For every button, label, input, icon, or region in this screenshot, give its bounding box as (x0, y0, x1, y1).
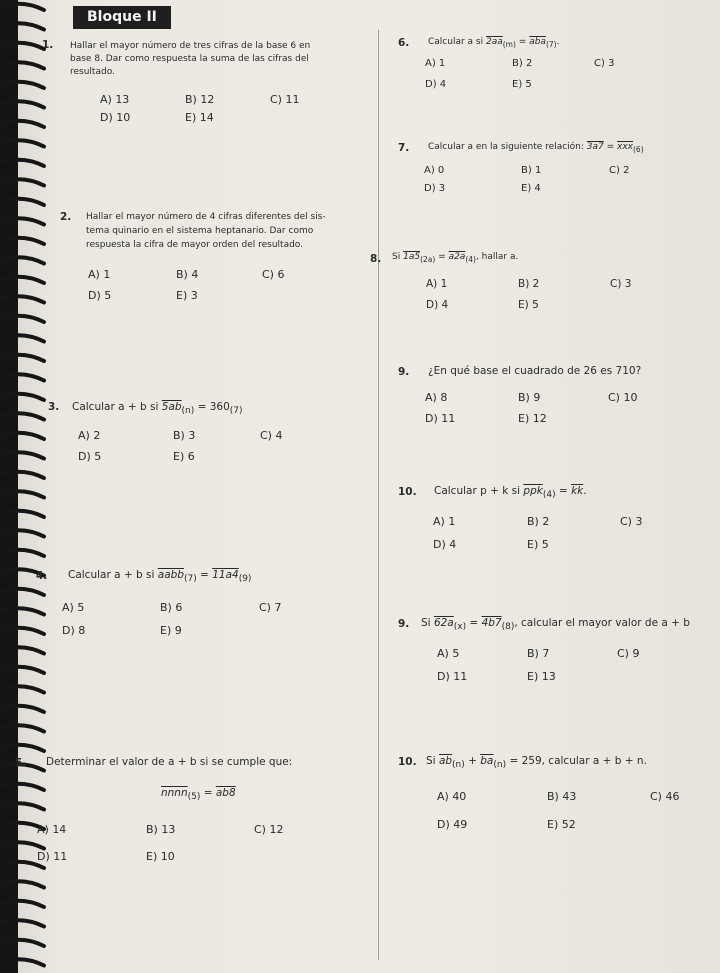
option-e[interactable]: E) 4 (521, 183, 541, 194)
question-number: 10. (398, 486, 417, 498)
question-formula (426, 755, 647, 770)
option-c[interactable]: C) 46 (650, 790, 680, 803)
option-a[interactable]: A) 5 (62, 601, 85, 614)
question-number: 2. (60, 211, 72, 223)
option-b[interactable]: B) 4 (176, 268, 199, 281)
option-c[interactable]: C) 11 (270, 93, 300, 106)
option-d[interactable]: D) 4 (433, 538, 457, 551)
equals: = 360 (194, 401, 230, 413)
option-e[interactable]: E) 6 (173, 450, 195, 463)
numeral: $\overline{ba}$ (480, 755, 494, 767)
option-a[interactable]: A) 1 (88, 268, 111, 281)
option-d[interactable]: D) 49 (437, 818, 468, 831)
option-e[interactable]: E) 5 (518, 299, 539, 311)
question-text: Si (426, 755, 436, 767)
numeral: 3a7 (586, 142, 604, 152)
option-d[interactable]: D) 11 (437, 670, 468, 683)
base-subscript: (n) (493, 760, 507, 771)
question-text: Calcular p + k si (434, 485, 521, 497)
base-subscript: (5) (187, 792, 201, 803)
numeral: $\overline{xxx}$ (617, 142, 633, 152)
option-d[interactable]: D) 8 (62, 624, 86, 637)
base-subscript: (8) (501, 622, 515, 633)
question-formula (428, 37, 559, 49)
numeral: aabb (157, 569, 184, 581)
option-c[interactable]: C) 3 (610, 278, 632, 290)
numeral: 5ab (161, 401, 182, 413)
option-c[interactable]: C) 10 (608, 391, 638, 404)
option-b[interactable]: B) 6 (160, 601, 183, 614)
option-d[interactable]: D) 4 (425, 79, 447, 90)
question-number: 8. (370, 253, 382, 265)
option-a[interactable]: A) 14 (37, 823, 67, 836)
base-subscript: (2a) (420, 254, 436, 264)
numeral: 4b7 (481, 617, 502, 629)
question-tail: , hallar a. (475, 252, 519, 262)
option-e[interactable]: E) 14 (185, 111, 214, 124)
option-c[interactable]: C) 3 (620, 515, 643, 528)
question-text: base 8. Dar como respuesta la suma de las cifras del (70, 54, 309, 64)
equals: = (555, 485, 572, 497)
option-c[interactable]: C) 7 (259, 601, 282, 614)
option-c[interactable]: C) 3 (594, 58, 615, 69)
option-b[interactable]: B) 12 (185, 93, 215, 106)
base-subscript: (x) (453, 622, 467, 633)
option-b[interactable]: B) 43 (547, 790, 577, 803)
option-e[interactable]: E) 3 (176, 289, 198, 302)
question-tail: . (556, 37, 560, 47)
question-text: Hallar el mayor número de tres cifras de la base 6 en (70, 41, 311, 51)
option-c[interactable]: C) 4 (260, 429, 283, 442)
numeral: nnnn (161, 787, 188, 799)
section-header: Bloque II (73, 6, 171, 29)
question-text: resultado. (70, 67, 115, 77)
equals: = (466, 617, 482, 629)
base-subscript: (6) (633, 144, 644, 154)
option-d[interactable]: D) 11 (425, 412, 456, 425)
option-c[interactable]: C) 9 (617, 647, 640, 660)
option-a[interactable]: A) 2 (78, 429, 101, 442)
option-a[interactable]: A) 8 (425, 391, 448, 404)
question-formula (68, 569, 251, 584)
option-b[interactable]: B) 9 (518, 391, 541, 404)
column-divider (378, 30, 379, 960)
option-b[interactable]: B) 13 (146, 823, 176, 836)
option-a[interactable]: A) 5 (437, 647, 460, 660)
base-subscript: (4) (465, 254, 476, 264)
option-e[interactable]: E) 13 (527, 670, 556, 683)
equals: = (603, 142, 618, 152)
option-c[interactable]: C) 12 (254, 823, 284, 836)
numeral: ab8 (215, 787, 236, 799)
equals: = (196, 569, 213, 581)
equals: = (515, 37, 530, 47)
option-e[interactable]: E) 5 (512, 79, 532, 90)
numeral: 11a4 (212, 569, 239, 581)
question-number: 3. (48, 401, 60, 413)
option-b[interactable]: B) 1 (521, 165, 542, 176)
question-text: Calcular a si (428, 37, 484, 47)
option-b[interactable]: B) 2 (518, 278, 540, 290)
numeral: $\overline{ppk}$ (523, 485, 543, 497)
question-formula (428, 142, 644, 154)
option-a[interactable]: A) 0 (424, 165, 445, 176)
question-text: Si (392, 252, 401, 262)
question-text: respuesta la cifra de mayor orden del resultado. (86, 240, 304, 250)
question-text: ¿En qué base el cuadrado de 26 es 710? (428, 365, 642, 377)
question-formula (434, 485, 587, 500)
question-number: 9. (398, 366, 410, 378)
option-a[interactable]: A) 1 (426, 278, 448, 290)
option-d[interactable]: D) 11 (37, 850, 68, 863)
numeral: $\overline{aba}$ (529, 37, 546, 47)
question-text: Calcular a + b si (68, 569, 155, 581)
option-c[interactable]: C) 6 (262, 268, 285, 281)
question-formula (161, 787, 236, 802)
question-number: 1. (42, 39, 54, 51)
question-formula (392, 252, 518, 264)
question-tail: . (583, 485, 587, 497)
option-d[interactable]: D) 5 (78, 450, 102, 463)
plus: + (464, 755, 481, 767)
base-subscript: (n) (452, 760, 465, 771)
option-a[interactable]: A) 1 (433, 515, 456, 528)
base-subscript: (m) (502, 39, 516, 49)
question-text: Determinar el valor de a + b si se cumple que: (46, 756, 293, 768)
question-number: 6. (398, 37, 410, 49)
numeral: 62a (433, 617, 454, 629)
option-b[interactable]: B) 7 (527, 647, 550, 660)
question-number: 9. (398, 618, 410, 630)
question-formula (72, 401, 243, 416)
question-number: 10. (398, 756, 417, 768)
option-b[interactable]: B) 3 (173, 429, 196, 442)
equals: = 259, (506, 755, 545, 767)
option-b[interactable]: B) 2 (527, 515, 550, 528)
numeral: $\overline{kk}$ (571, 485, 584, 497)
numeral: a2a (448, 252, 466, 262)
option-d[interactable]: D) 10 (100, 111, 131, 124)
option-e[interactable]: E) 52 (547, 818, 576, 831)
option-d[interactable]: D) 3 (424, 183, 446, 194)
question-text: tema quinario en el sistema heptanario. Dar como (86, 226, 314, 236)
question-text: Calcular a + b si (72, 401, 159, 413)
question-tail: , calcular el mayor valor de a + b (514, 617, 690, 629)
option-e[interactable]: E) 5 (527, 538, 549, 551)
numeral: 1a5 (403, 252, 421, 262)
option-d[interactable]: D) 4 (426, 299, 449, 311)
equals: = (435, 252, 449, 262)
base-subscript: (7) (545, 39, 557, 49)
question-number: 5. (15, 757, 27, 769)
option-a[interactable]: A) 40 (437, 790, 467, 803)
base-subscript: (4) (542, 490, 556, 501)
option-e[interactable]: E) 9 (160, 624, 182, 637)
option-a[interactable]: A) 1 (425, 58, 446, 69)
question-number: 7. (398, 142, 410, 154)
option-e[interactable]: E) 12 (518, 412, 547, 425)
option-b[interactable]: B) 2 (512, 58, 533, 69)
numeral: $\overline{ab}$ (438, 755, 453, 767)
base-subscript: (7) (183, 574, 197, 585)
base-subscript: (7) (229, 406, 243, 417)
base-subscript: (n) (181, 406, 195, 417)
question-formula (421, 617, 690, 632)
question-text: Calcular a en la siguiente relación: (428, 142, 584, 152)
equals: = (200, 787, 216, 799)
question-text: Hallar el mayor número de 4 cifras diferentes del sis- (86, 212, 326, 222)
option-c[interactable]: C) 2 (609, 165, 630, 176)
option-e[interactable]: E) 10 (146, 850, 175, 863)
option-d[interactable]: D) 5 (88, 289, 112, 302)
question-tail: calcular a + b + n. (544, 755, 647, 767)
numeral: 2aa (485, 37, 503, 47)
option-a[interactable]: A) 13 (100, 93, 130, 106)
base-subscript: (9) (238, 574, 252, 585)
question-number: 4. (36, 570, 48, 582)
question-text: Si (421, 617, 431, 629)
